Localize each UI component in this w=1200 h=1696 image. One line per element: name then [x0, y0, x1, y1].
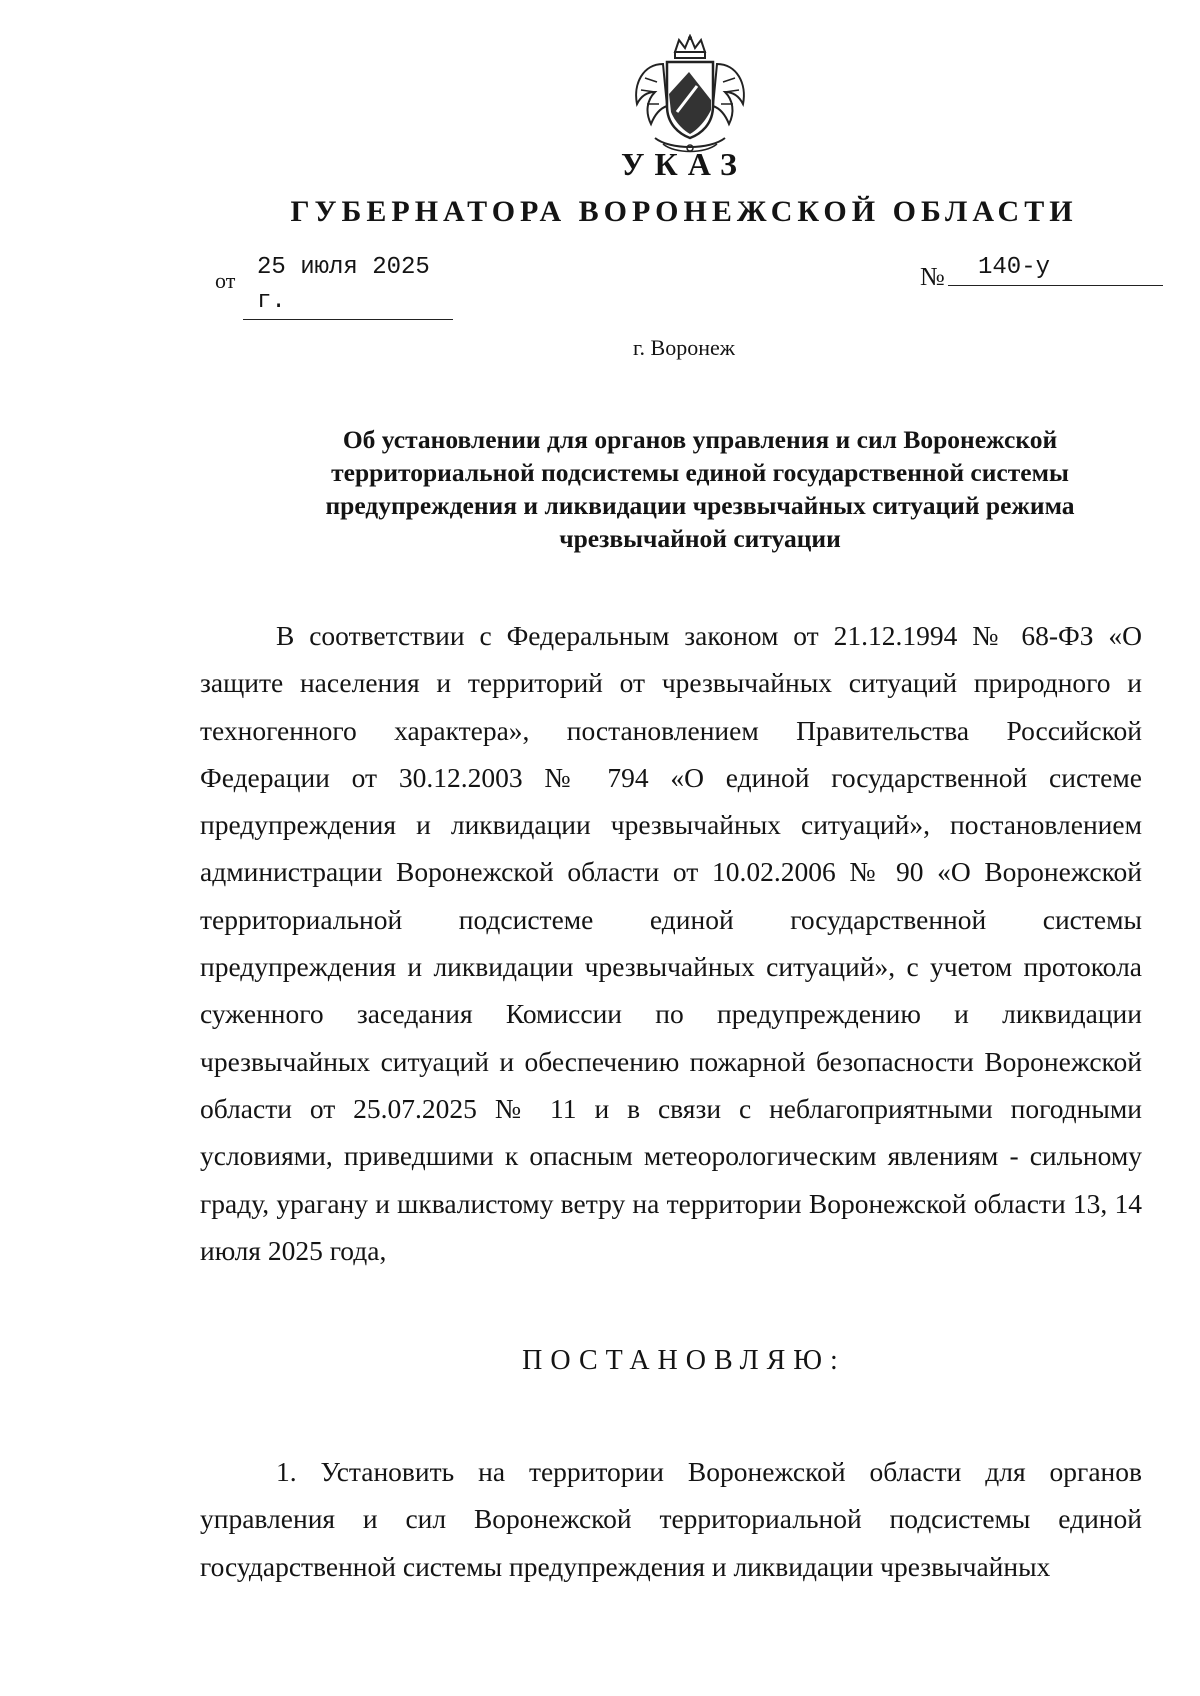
item-1-paragraph: 1. Установить на территории Воронежской области для органов управления и сил Воронежской территориальной подсистемы единой государственной системы предупреждения и ликвидации чрезвычайных [200, 1456, 1142, 1582]
date-prefix: от [215, 268, 236, 293]
document-date: 25 июля 2025 г. [243, 251, 453, 320]
document-title: Об установлении для органов управления и сил Воронежской территориальной подсистемы единой государственной системы предупреждения и ликвидации чрезвычайных ситуаций режима чрезвычайной ситуации [325, 425, 1075, 553]
coat-of-arms-icon [625, 34, 755, 156]
decree-word: ПОСТАНОВЛЯЮ: [522, 1345, 846, 1376]
issuer-heading: ГУБЕРНАТОРА ВОРОНЕЖСКОЙ ОБЛАСТИ [290, 195, 1078, 228]
document-type-heading: УКАЗ [621, 146, 747, 182]
preamble-paragraph: В соответствии с Федеральным законом от 21.12.1994 № 68-ФЗ «О защите населения и территорий от чрезвычайных ситуаций природного и техногенного характера», постановлением Правительства Российской Федерации от 30.12.2003 № 794 «О единой государственной системе предупреждения и ликвидации чрезвычайных ситуаций», постановлением администрации Воронежской области от 10.02.2006 № 90 «О Воронежской территориальной подсистеме единой государственной системы предупреждения и ликвидации чрезвычайных ситуаций», с учетом протокола суженного заседания Комиссии по предупреждению и ликвидации чрезвычайных ситуаций и обеспечению пожарной безопасности Воронежской области от 25.07.2025 № 11 и в связи с неблагоприятными погодными условиями, приведшими к опасным метеорологическим явлениям - сильному граду, урагану и шквалистому ветру на территории Воронежской области 13, 14 июля 2025 года, [200, 620, 1142, 1266]
issue-city: г. Воронеж [633, 335, 735, 360]
document-number: 140-у [948, 251, 1163, 286]
number-prefix: № [920, 262, 945, 291]
